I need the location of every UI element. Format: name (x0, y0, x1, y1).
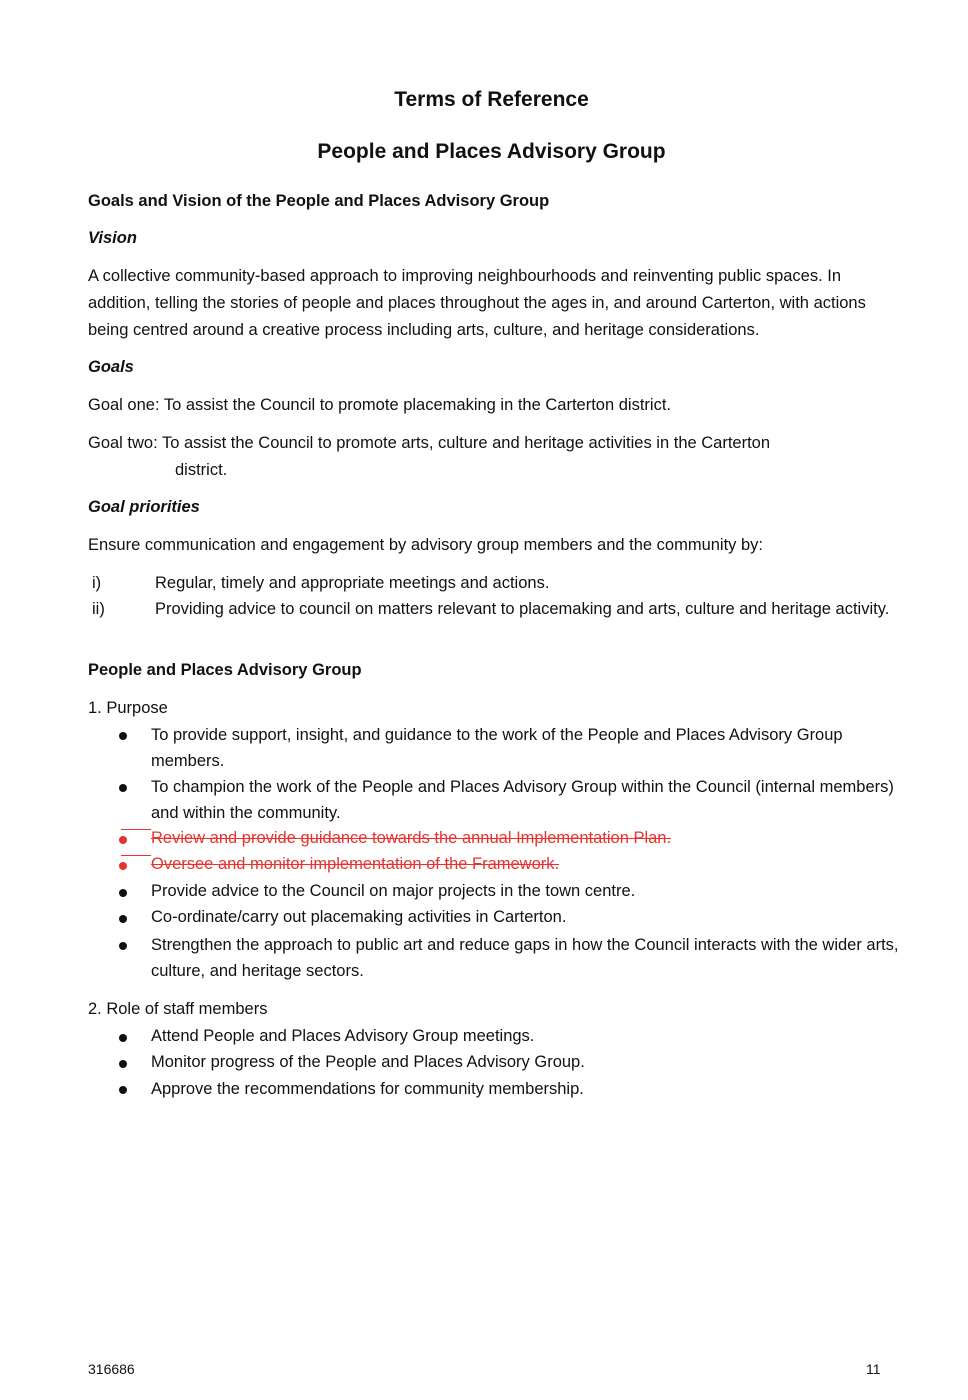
purpose-label: 1. Purpose (88, 699, 168, 717)
staff-item: Attend People and Places Advisory Group meetings. (151, 1027, 535, 1045)
footer-doc-number: 316686 (88, 1361, 135, 1377)
bullet-icon (119, 915, 127, 923)
goal-two-line1: Goal two: To assist the Council to promote arts, culture and heritage activities in the Carterton (88, 434, 771, 452)
strike-line (121, 855, 151, 856)
staff-label: 2. Role of staff members (88, 1000, 268, 1018)
priorities-intro: Ensure communication and engagement by advisory group members and the community by: (88, 536, 764, 554)
priority-num: ii) (92, 600, 105, 618)
goal-two-line2: district. (175, 461, 228, 479)
staff-item: Monitor progress of the People and Places Advisory Group. (151, 1053, 585, 1071)
goal-one: Goal one: To assist the Council to promote placemaking in the Carterton district. (88, 396, 671, 414)
bullet-icon (119, 1086, 127, 1094)
purpose-item-struck: Oversee and monitor implementation of the Framework. (151, 855, 560, 873)
strike-line (121, 829, 151, 830)
purpose-item-struck: Review and provide guidance towards the annual Implementation Plan. (151, 829, 672, 847)
purpose-item: To champion the work of the People and Places Advisory Group within the Council (internal members) and within the community. (151, 778, 894, 822)
bullet-icon (119, 784, 127, 792)
goal-priorities-label: Goal priorities (88, 498, 200, 516)
section-heading-advisory-group: People and Places Advisory Group (88, 661, 362, 679)
purpose-item: To provide support, insight, and guidance to the work of the People and Places Advisory Group members. (151, 726, 843, 770)
priority-num: i) (92, 574, 102, 592)
doc-subtitle: People and Places Advisory Group (317, 140, 666, 163)
staff-item: Approve the recommendations for community membership. (151, 1080, 584, 1098)
footer-page-number: 11 (866, 1361, 881, 1377)
vision-label: Vision (88, 229, 137, 247)
goals-label: Goals (88, 358, 134, 376)
bullet-icon (119, 862, 127, 870)
section-heading-goals-vision: Goals and Vision of the People and Places Advisory Group (88, 192, 550, 210)
purpose-item: Co-ordinate/carry out placemaking activities in Carterton. (151, 908, 567, 926)
priority-text: Regular, timely and appropriate meetings and actions. (155, 574, 550, 592)
bullet-icon (119, 1060, 127, 1068)
bullet-icon (119, 889, 127, 897)
priority-text: Providing advice to council on matters relevant to placemaking and arts, culture and heritage activity. (155, 600, 890, 618)
doc-title: Terms of Reference (394, 88, 589, 111)
vision-text: A collective community-based approach to improving neighbourhoods and reinventing public spaces. In addition, telling the stories of people and places throughout the ages in, and around Carterton, with actions being centred around a creative process including arts, culture, and heritage considerations. (88, 267, 866, 339)
bullet-icon (119, 732, 127, 740)
bullet-icon (119, 942, 127, 950)
purpose-item: Strengthen the approach to public art and reduce gaps in how the Council interacts with the wider arts, culture, and heritage sectors. (151, 936, 899, 980)
bullet-icon (119, 1034, 127, 1042)
purpose-item: Provide advice to the Council on major projects in the town centre. (151, 882, 636, 900)
bullet-icon (119, 836, 127, 844)
